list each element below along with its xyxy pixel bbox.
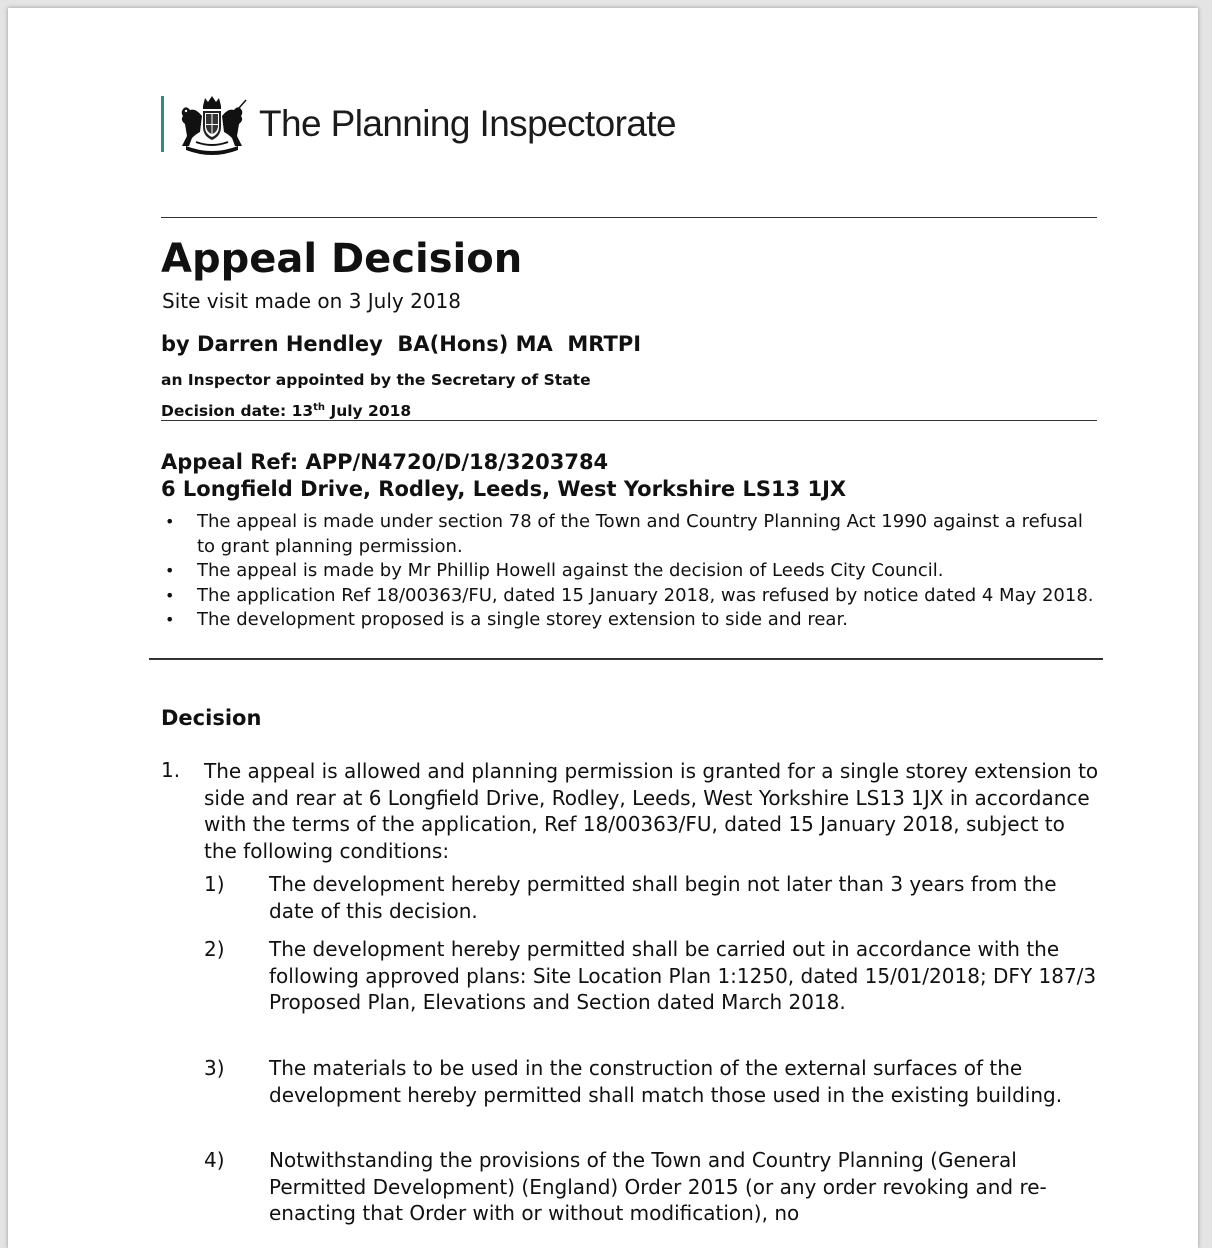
appeal-address: 6 Longfield Drive, Rodley, Leeds, West Yorkshire LS13 1JX bbox=[161, 477, 847, 501]
bullet-icon: • bbox=[165, 585, 175, 605]
bullet-icon: • bbox=[165, 512, 175, 531]
summary-divider bbox=[149, 658, 1103, 660]
condition-text: The development hereby permitted shall begin not later than 3 years from the date of this decision. bbox=[269, 872, 1057, 923]
condition-text: The materials to be used in the construction of the external surfaces of the development hereby permitted shall match those used in the existing building. bbox=[269, 1056, 1063, 1107]
condition-text: The development hereby permitted shall be carried out in accordance with the following approved plans: Site Location Plan 1:1250, dated 15/01/2018; DFY 187/3 Proposed Plan, Elevations and Section dated March 2018. bbox=[269, 937, 1097, 1014]
appeal-summary-list bbox=[161, 510, 1101, 633]
appeal-reference: Appeal Ref: APP/N4720/D/18/3203784 bbox=[161, 450, 609, 474]
bullet-icon: • bbox=[165, 561, 175, 580]
bullet-icon: • bbox=[165, 610, 175, 629]
inspector-name: by Darren Hendley BA(Hons) MA MRTPI bbox=[161, 332, 642, 356]
royal-coat-of-arms-icon bbox=[176, 94, 248, 156]
list-item: • The appeal is made by Mr Phillip Howell against the decision of Leeds City Council. bbox=[161, 559, 1101, 584]
condition-number: 1) bbox=[204, 872, 225, 896]
list-item: • The development proposed is a single storey extension to side and rear. bbox=[161, 608, 1101, 633]
paragraph-number: 1. bbox=[161, 758, 181, 782]
decision-date: Decision date: 13th July 2018 bbox=[161, 402, 412, 420]
list-item: • The application Ref 18/00363/FU, dated 15 January 2018, was refused by notice dated 4 May 2018. bbox=[161, 584, 1101, 609]
condition-number: 4) bbox=[204, 1148, 225, 1172]
page-title: Appeal Decision bbox=[161, 236, 523, 282]
paragraph-text: The appeal is allowed and planning permission is granted for a single storey extension to side and rear at 6 Longfield Drive, Rodley, Leeds, West Yorkshire LS13 1JX in accordance with the terms of the application, Ref 18/00363/FU, dated 15 January 2018, subject to the following conditions: bbox=[204, 759, 1099, 863]
date-divider bbox=[161, 420, 1097, 421]
appointed-by: an Inspector appointed by the Secretary of State bbox=[161, 371, 591, 389]
header-divider bbox=[161, 217, 1097, 218]
logo-accent-bar bbox=[161, 96, 164, 152]
organization-name: The Planning Inspectorate bbox=[259, 103, 676, 144]
condition-number: 2) bbox=[204, 937, 225, 961]
site-visit-date: Site visit made on 3 July 2018 bbox=[162, 289, 461, 313]
condition-number: 3) bbox=[204, 1056, 225, 1080]
list-item: • The appeal is made under section 78 of the Town and Country Planning Act 1990 against a refusal to grant planning permission. bbox=[165, 511, 1083, 557]
condition-text: Notwithstanding the provisions of the Town and Country Planning (General Permitted Development) (England) Order 2015 (or any order revoking and re-enacting that Order with or without modification), no bbox=[269, 1148, 1047, 1225]
section-heading-decision: Decision bbox=[161, 706, 262, 730]
document-page bbox=[8, 8, 1198, 1248]
